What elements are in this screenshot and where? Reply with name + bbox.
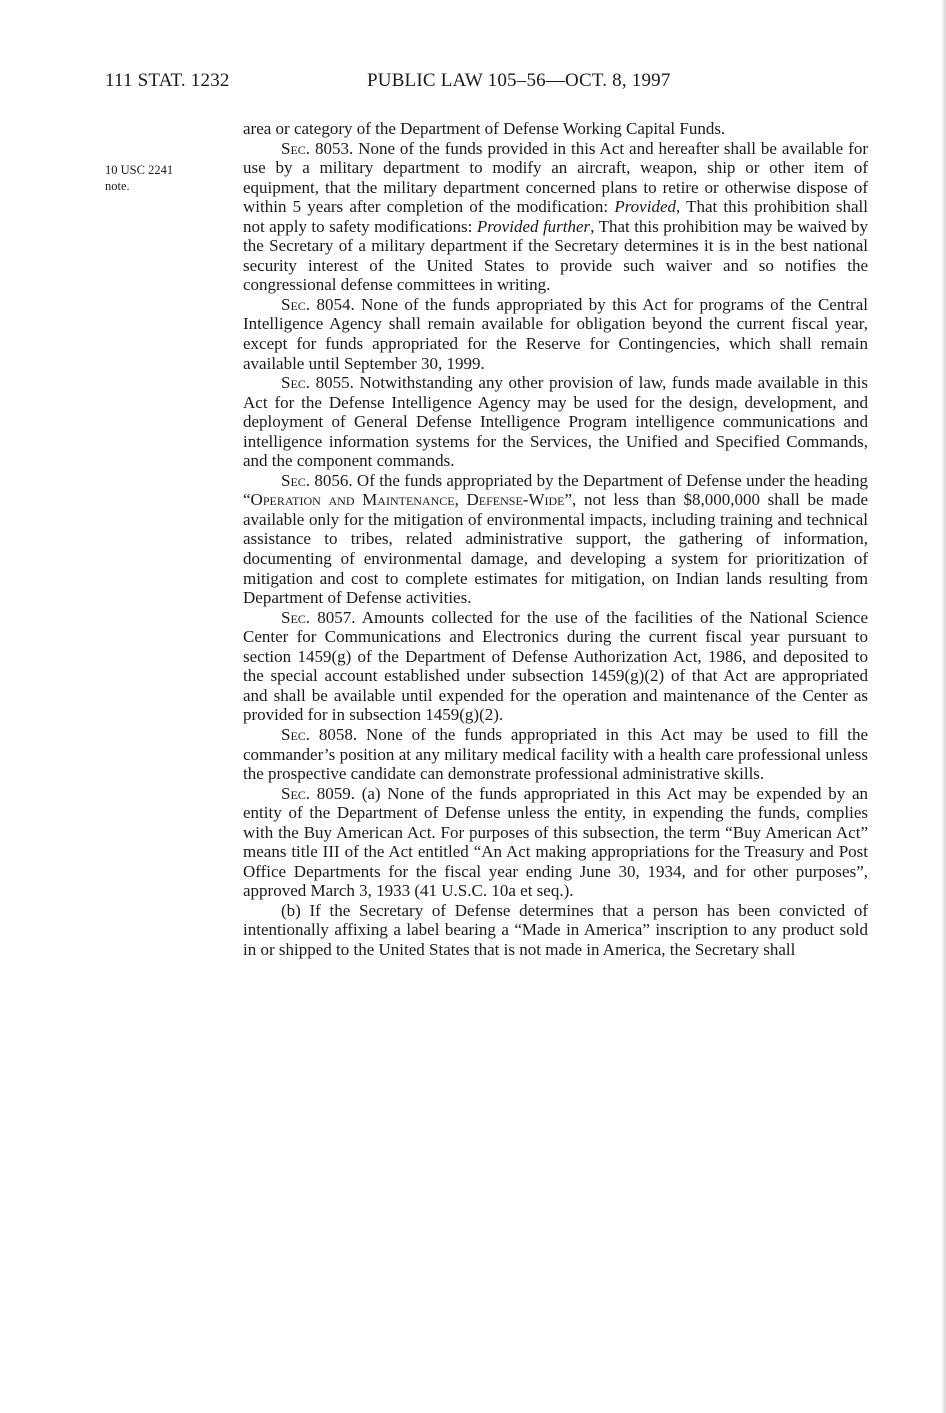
stat-reference: 111 STAT. 1232 xyxy=(105,70,230,91)
section-8059-a: Sec. 8059. (a) None of the funds appropriated in this Act may be expended by an entity of the Department of Defense unless the entity, in expending the funds, complies with the Buy American Act. For purposes of this subsection, the term “Buy American Act” means title III of the Act entitled “An Act making appropriations for the Treasury and Post Office Departments for the fiscal year ending June 30, 1934, and for other purposes”, approved March 3, 1933 (41 U.S.C. 10a et seq.). xyxy=(243,783,868,901)
section-8053: Sec. 8053. None of the funds provided in this Act and hereafter shall be available for use by a military department to modify an aircraft, weapon, ship or other item of equipment, that the military department concerned plans to retire or otherwise dispose of within 5 years after completion of the modification: Provided, That this prohibition shall not apply to safety modifications: Provided further, That this prohibition may be waived by the Secretary of a military department if the Secretary determines it is in the best national security interest of the United States to provide such waiver and so notifies the congressional defense committees in writing. xyxy=(243,138,869,295)
margin-citation-line: 10 USC 2241 xyxy=(105,163,174,177)
margin-citation-note-label: note. xyxy=(105,179,130,193)
public-law-reference: PUBLIC LAW 105–56—OCT. 8, 1997 xyxy=(367,70,671,91)
page-edge-shadow xyxy=(942,0,946,1413)
section-8054: Sec. 8054. None of the funds appropriated by this Act for programs of the Central Intelligence Agency shall remain available for obligation beyond the current fiscal year, except for funds appropriated for the Reserve for Contingencies, which shall remain available until September 30, 1999. xyxy=(243,294,868,373)
section-8059-b: (b) If the Secretary of Defense determines that a person has been convicted of intentionally affixing a label bearing a “Made in America” inscription to any product sold in or shipped to the United States that is not made in America, the Secretary shall xyxy=(243,900,868,959)
margin-citation-note xyxy=(105,162,173,194)
body-text xyxy=(243,119,868,960)
section-8058: Sec. 8058. None of the funds appropriated in this Act may be used to fill the commander’s position at any military medical facility with a health care professional unless the prospective candidate can demonstrate professional administrative skills. xyxy=(243,724,868,784)
section-8057: Sec. 8057. Amounts collected for the use of the facilities of the National Science Center for Communications and Electronics during the current fiscal year pursuant to section 1459(g) of the Department of Defense Authorization Act, 1986, and deposited to the special account established under subsection 1459(g)(2) of that Act are appropriated and shall be available until expended for the operation and maintenance of the Center as provided for in subsection 1459(g)(2). xyxy=(243,607,868,725)
section-8055: Sec. 8055. Notwithstanding any other provision of law, funds made available in this Act for the Defense Intelligence Agency may be used for the design, development, and deployment of General Defense Intelligence Program intelligence communications and intelligence information systems for the Services, the Unified and Specified Commands, and the component commands. xyxy=(243,373,868,471)
section-8056: Sec. 8056. Of the funds appropriated by the Department of Defense under the heading “Operation and Maintenance, Defense-Wide”, not less than $8,000,000 shall be made available only for the mitigation of environmental impacts, including training and technical assistance to tribes, related administrative support, the gathering of information, documenting of environmental damage, and developing a system for prioritization of mitigation and cost to complete estimates for mitigation, on Indian lands resulting from Department of Defense activities. xyxy=(243,470,868,608)
paragraph-continuation: area or category of the Department of Defense Working Capital Funds. xyxy=(243,119,726,138)
